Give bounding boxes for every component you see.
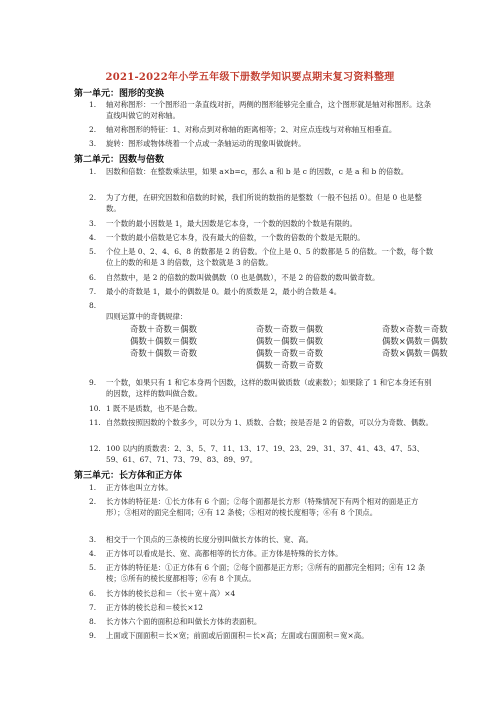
formula-note: 四则运算中的奇偶规律： (106, 312, 188, 321)
item-text: 正方体的棱长总和＝棱长×12 (106, 603, 203, 612)
item-number: 2. (89, 193, 97, 202)
item-text: 因数和倍数：在整数乘法里，如果 a×b=c，那么 a 和 b 是 c 的因数，c 是 a 和 b 的倍数。 (106, 167, 409, 176)
item-text: 正方体也叫立方体。 (106, 483, 173, 492)
list-item (89, 124, 434, 135)
item-number: 3. (89, 219, 97, 228)
item-number: 6. (89, 589, 97, 598)
item-text: 正方体的特征是：①正方体有 6 个面；②每个面都是正方形；③所有的面都完全相同；④有 12 条棱；⑤所有的棱长度都相等；⑥有 8 个顶点。 (106, 563, 426, 583)
formula-cell: 偶数－偶数＝偶数 (256, 336, 323, 346)
item-number: 8. (89, 301, 97, 310)
list-item (89, 192, 434, 214)
formula-cell: 奇数×奇数＝奇数 (382, 324, 448, 334)
list-item (89, 417, 434, 428)
item-number: 1. (89, 167, 97, 176)
list-item (89, 588, 434, 599)
item-text: 相交于一个顶点的三条棱的长度分别叫做长方体的长、宽、高。 (106, 535, 313, 544)
item-text: 旋转：图形或物体绕着一个点或一条轴运动的现象叫做旋转。 (106, 139, 306, 148)
item-text: 长方体的棱长总和＝（长＋宽＋高）×4 (106, 589, 236, 598)
unit-heading-3: 第三单元：长方体和正方体 (74, 471, 183, 481)
list-item (89, 377, 434, 399)
parity-formula-grid (130, 324, 470, 371)
item-number: 4. (89, 549, 97, 558)
list-item (89, 496, 434, 518)
formula-cell (382, 360, 492, 371)
list-item (89, 246, 434, 268)
formula-cell (130, 360, 256, 371)
item-number: 2. (89, 125, 97, 134)
unit-heading-1: 第一单元：图形的变换 (74, 89, 165, 99)
formula-cell: 偶数－奇数＝奇数 (256, 348, 323, 358)
list-item (89, 272, 434, 283)
item-number: 10. (89, 404, 101, 413)
formula-cell: 偶数＋偶数＝偶数 (130, 336, 197, 346)
list-item (89, 534, 434, 545)
item-text: 一个数的最小因数是 1，最大因数是它本身，一个数的因数的个数是有限的。 (106, 219, 357, 228)
formula-cell: 奇数－奇数＝偶数 (256, 324, 323, 334)
unit-heading-2: 第二单元：因数与倍数 (74, 155, 165, 165)
formula-cell: 奇数＋偶数＝奇数 (130, 348, 197, 358)
list-item (89, 286, 434, 297)
list-item (89, 138, 434, 149)
list-item (89, 443, 434, 465)
item-text: 上面或下面面积＝长×宽；前面或后面面积＝长×高；左面或右面面积＝宽×高。 (106, 631, 369, 640)
formula-cell: 奇数＋奇数＝偶数 (130, 324, 197, 334)
item-text: 1 既不是质数，也不是合数。 (106, 404, 202, 413)
item-number: 12. (89, 444, 101, 453)
formula-cell: 偶数×偶数＝偶数 (382, 336, 448, 346)
list-item (89, 403, 434, 414)
item-number: 8. (89, 617, 97, 626)
item-text: 长方体六个面的面积总和叫做长方体的表面积。 (106, 617, 262, 626)
list-item (89, 562, 434, 584)
item-number: 3. (89, 139, 97, 148)
item-text: 为了方便，在研究因数和倍数的时候，我们所说的数指的是整数（一般不包括 0）。但是 0 也是整数。 (106, 193, 422, 213)
item-number: 7. (89, 603, 97, 612)
item-number: 9. (89, 631, 97, 640)
item-number: 9. (89, 378, 97, 387)
list-item (89, 616, 434, 627)
item-text: 轴对称图形的特征：1、对称点到对称轴的距离相等；2、对应点连线与对称轴互相垂直。 (106, 125, 397, 134)
list-item (89, 232, 434, 243)
list-item (89, 218, 434, 229)
list-item (89, 548, 434, 559)
item-text: 自然数按照因数的个数多少，可以分为 1、质数、合数；按是否是 2 的倍数，可以分为奇数、偶数。 (106, 418, 433, 427)
item-text: 一个数的最小倍数是它本身，没有最大的倍数，一个数的倍数的个数是无限的。 (106, 233, 365, 242)
item-number: 6. (89, 273, 97, 282)
item-number: 5. (89, 247, 97, 256)
list-item (89, 630, 434, 641)
item-number: 7. (89, 287, 97, 296)
item-number: 1. (89, 100, 97, 109)
list-item (89, 482, 434, 493)
item-text: 长方体的特征是：①长方体有 6 个面；②每个面都是长方形（特殊情况下有两个相对的面是正方形）；③相对的面完全相同；④有 12 条棱；⑤相对的棱长度相等；⑥有 8 个顶点。 (106, 497, 419, 517)
list-item (89, 166, 434, 177)
item-number: 3. (89, 535, 97, 544)
item-number: 11. (89, 418, 101, 427)
formula-cell: 偶数－奇数＝奇数 (256, 360, 323, 370)
list-item (89, 99, 434, 121)
document-title: 2021-2022年小学五年级下册数学知识要点期末复习资料整理 (105, 72, 395, 83)
item-text: 一个数，如果只有 1 和它本身两个因数，这样的数叫做质数（或素数）；如果除了 1 和它本身还有别的因数，这样的数叫做合数。 (106, 378, 432, 398)
item-text: 轴对称图形：一个图形沿一条直线对折，两侧的图形能够完全重合，这个图形就是轴对称图形。这条直线叫做它的对称轴。 (106, 100, 432, 120)
formula-cell: 奇数×偶数＝偶数 (382, 348, 448, 358)
item-text: 个位上是 0、2、4、6、8 的数都是 2 的倍数。个位上是 0、5 的数都是 5 的倍数。一个数，每个数位上的数的和是 3 的倍数，这个数就是 3 的倍数。 (106, 247, 434, 267)
list-item (89, 602, 434, 613)
item-text: 最小的奇数是 1，最小的偶数是 0。最小的质数是 2，最小的合数是 4。 (106, 287, 342, 296)
item-text: 100 以内的质数表：2、3、5、7、11、13、17、19、23、29、31、37、41、43、47、53、59、61、67、71、73、79、83、89、97。 (106, 444, 425, 464)
item-number: 2. (89, 497, 97, 506)
item-number: 5. (89, 563, 97, 572)
item-text: 正方体可以看成是长、宽、高都相等的长方体。正方体是特殊的长方体。 (106, 549, 343, 558)
item-text: 自然数中，是 2 的倍数的数叫做偶数（0 也是偶数），不是 2 的倍数的数叫做奇数。 (106, 273, 380, 282)
item-number: 4. (89, 233, 97, 242)
item-number: 1. (89, 483, 97, 492)
